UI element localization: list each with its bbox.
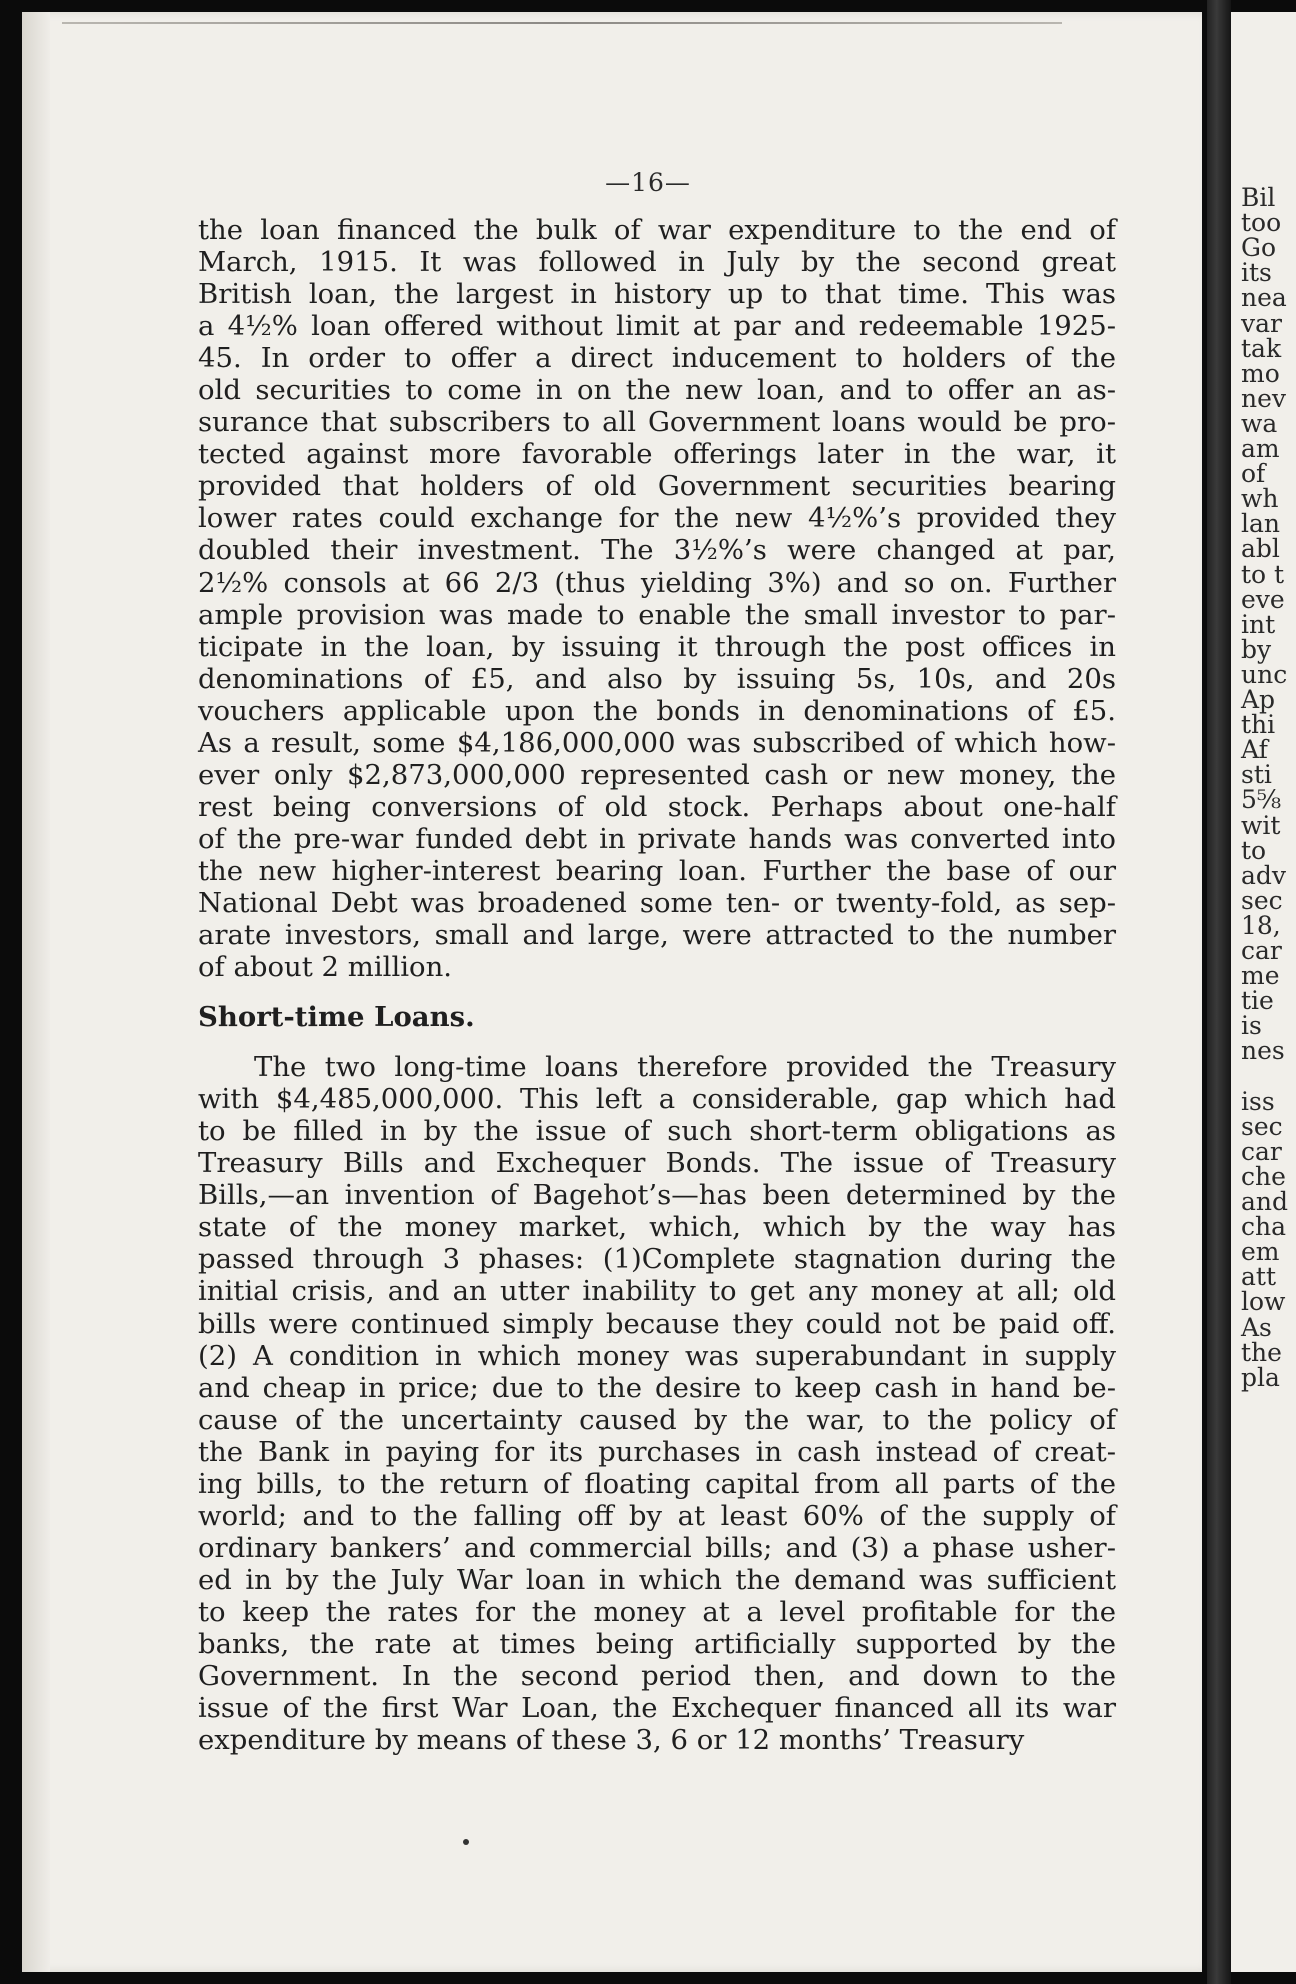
facing-page-fragment: the [1241, 1337, 1282, 1367]
text-line: and cheap in price; due to the desire to keep cash in hand be- [198, 1371, 1116, 1404]
paragraph-2 [198, 1051, 1116, 1756]
text-line: denominations of £5, and also by issuing 5s, 10s, and 20s [198, 662, 1116, 695]
text-line: a 4½% loan offered without limit at par and redeemable 1925- [198, 310, 1116, 343]
text-line: surance that subscribers to all Government loans would be pro- [198, 406, 1116, 439]
body-text [198, 214, 1116, 1756]
facing-page-fragment: Af [1241, 735, 1268, 765]
text-line: of the pre-war funded debt in private hands was converted into [198, 822, 1116, 855]
text-line: the new higher-interest bearing loan. Further the base of our [198, 854, 1116, 887]
text-line: ever only $2,873,000,000 represented cash or new money, the [198, 758, 1116, 791]
text-line: 2½% consols at 66 2/3 (thus yielding 3%) and so on. Further [198, 566, 1116, 599]
facing-page [1231, 12, 1296, 1972]
text-line: arate investors, small and large, were attracted to the number [198, 919, 1116, 952]
facing-page-fragment: car [1241, 1136, 1282, 1166]
facing-page-fragment: Go [1241, 233, 1277, 263]
text-line: The two long-time loans therefore provided the Treasury [254, 1051, 1116, 1084]
text-line: banks, the rate at times being artificially supported by the [198, 1627, 1116, 1660]
facing-page-fragment: As [1241, 1312, 1272, 1342]
text-line: ample provision was made to enable the small investor to par- [198, 598, 1116, 631]
facing-page-fragment: thi [1241, 710, 1276, 740]
text-line: with $4,485,000,000. This left a considerable, gap which had [198, 1083, 1116, 1116]
facing-page-fragment: tie [1241, 986, 1274, 1016]
facing-page-fragment: low [1241, 1287, 1286, 1317]
facing-page-fragment: eve [1241, 584, 1285, 614]
facing-page-fragment: sec [1241, 885, 1283, 915]
facing-page-fragment: iss [1241, 1086, 1275, 1116]
text-line: to be filled in by the issue of such short-term obligations as [198, 1115, 1116, 1148]
facing-page-fragment: cha [1241, 1212, 1287, 1242]
facing-page-fragment: att [1241, 1262, 1276, 1292]
text-line: March, 1915. It was followed in July by the second great [198, 246, 1116, 279]
text-line: bills were continued simply because they could not be paid off. [198, 1307, 1116, 1340]
facing-page-fragment: Bil [1241, 183, 1276, 212]
text-line: Bills,—an invention of Bagehot’s—has been determined by the [198, 1179, 1116, 1212]
facing-page-fragment: pla [1241, 1362, 1280, 1392]
text-line: British loan, the largest in history up to that time. This was [198, 278, 1116, 311]
text-line: As a result, some $4,186,000,000 was subscribed of which how- [198, 726, 1116, 759]
text-line: lower rates could exchange for the new 4½%’s provided they [198, 502, 1116, 535]
facing-page-fragment: nes [1241, 1036, 1285, 1066]
facing-page-fragment: wh [1241, 484, 1279, 514]
facing-page-fragment: too [1241, 208, 1282, 238]
facing-page-fragment: nev [1241, 383, 1287, 413]
paragraph-1 [198, 214, 1116, 983]
facing-page-fragment: nea [1241, 283, 1287, 313]
text-line: state of the money market, which, which by the way has [198, 1211, 1116, 1244]
facing-page-fragment: abl [1241, 534, 1280, 564]
facing-page-fragment: unc [1241, 659, 1288, 689]
facing-page-fragment: car [1241, 936, 1282, 965]
facing-page-fragment: tak [1241, 333, 1282, 363]
facing-page-fragment: Ap [1241, 685, 1276, 714]
facing-page-fragment: sec [1241, 1111, 1283, 1141]
text-line: provided that holders of old Government securities bearing [198, 470, 1116, 503]
facing-page-fragment: mo [1241, 358, 1280, 388]
text-line: ordinary bankers’ and commercial bills; and (3) a phase usher- [198, 1531, 1116, 1564]
facing-page-fragment: em [1241, 1237, 1280, 1267]
text-line: vouchers applicable upon the bonds in denominations of £5. [198, 694, 1116, 727]
facing-page-fragment: var [1241, 308, 1282, 338]
facing-page-fragment: int [1241, 609, 1276, 639]
facing-page-fragment: to t [1241, 559, 1285, 589]
text-line: to keep the rates for the money at a level profitable for the [198, 1595, 1116, 1628]
text-line: National Debt was broadened some ten- or twenty-fold, as sep- [198, 886, 1116, 919]
facing-page-fragment: 5⅝ [1241, 785, 1282, 815]
facing-page-fragment: its [1241, 258, 1272, 288]
facing-page-fragment: adv [1241, 860, 1287, 890]
book-gutter [1207, 0, 1231, 1984]
text-line: Treasury Bills and Exchequer Bonds. The issue of Treasury [198, 1147, 1116, 1180]
facing-page-fragment: and [1241, 1187, 1289, 1216]
text-line: 45. In order to offer a direct inducement to holders of the [198, 342, 1116, 375]
text-line: old securities to come in on the new loan, and to offer an as- [198, 374, 1116, 407]
text-line: ticipate in the loan, by issuing it through the post offices in [198, 630, 1116, 663]
text-line: ing bills, to the return of floating capital from all parts of the [198, 1467, 1116, 1500]
text-line: (2) A condition in which money was superabundant in supply [198, 1339, 1116, 1372]
text-line: expenditure by means of these 3, 6 or 12 months’ Treasury [198, 1724, 1025, 1757]
text-line: doubled their investment. The 3½%’s were changed at par, [198, 534, 1116, 567]
text-line: Government. In the second period then, and down to the [198, 1660, 1116, 1693]
page-top-edge [62, 22, 1062, 24]
print-speck [463, 1839, 469, 1845]
facing-page-fragment: lan [1241, 509, 1281, 539]
text-line: tected against more favorable offerings later in the war, it [198, 438, 1116, 471]
text-line: the loan financed the bulk of war expenditure to the end of [198, 214, 1116, 246]
facing-page-fragment: by [1241, 634, 1272, 664]
facing-page-fragment: to [1241, 835, 1267, 865]
facing-page-fragment: wa [1241, 408, 1278, 438]
facing-page-fragment: 18, [1241, 910, 1281, 940]
text-line: the Bank in paying for its purchases in cash instead of creat- [198, 1435, 1116, 1468]
text-line: initial crisis, and an utter inability to get any money at all; old [198, 1275, 1116, 1308]
facing-page-fragment: wit [1241, 810, 1281, 840]
text-line: rest being conversions of old stock. Perhaps about one-half [198, 790, 1116, 823]
text-line: cause of the uncertainty caused by the war, to the policy of [198, 1403, 1116, 1436]
text-line: ed in by the July War loan in which the demand was sufficient [198, 1563, 1116, 1596]
section-heading: Short-time Loans. [198, 1001, 475, 1034]
facing-page-fragment: am [1241, 434, 1280, 463]
facing-page-fragment: me [1241, 961, 1280, 991]
page-number: —16— [605, 168, 691, 197]
facing-page-fragment: che [1241, 1161, 1286, 1191]
text-line: issue of the first War Loan, the Exchequer financed all its war [198, 1692, 1116, 1725]
text-line: passed through 3 phases: (1)Complete stagnation during the [198, 1243, 1116, 1276]
text-line: of about 2 million. [198, 951, 453, 984]
text-line: world; and to the falling off by at least 60% of the supply of [198, 1499, 1116, 1532]
facing-page-fragment: sti [1241, 760, 1272, 790]
facing-page-fragment: is [1241, 1011, 1262, 1041]
page-edge-shadow [22, 12, 50, 1972]
facing-page-fragment: of [1241, 459, 1266, 489]
